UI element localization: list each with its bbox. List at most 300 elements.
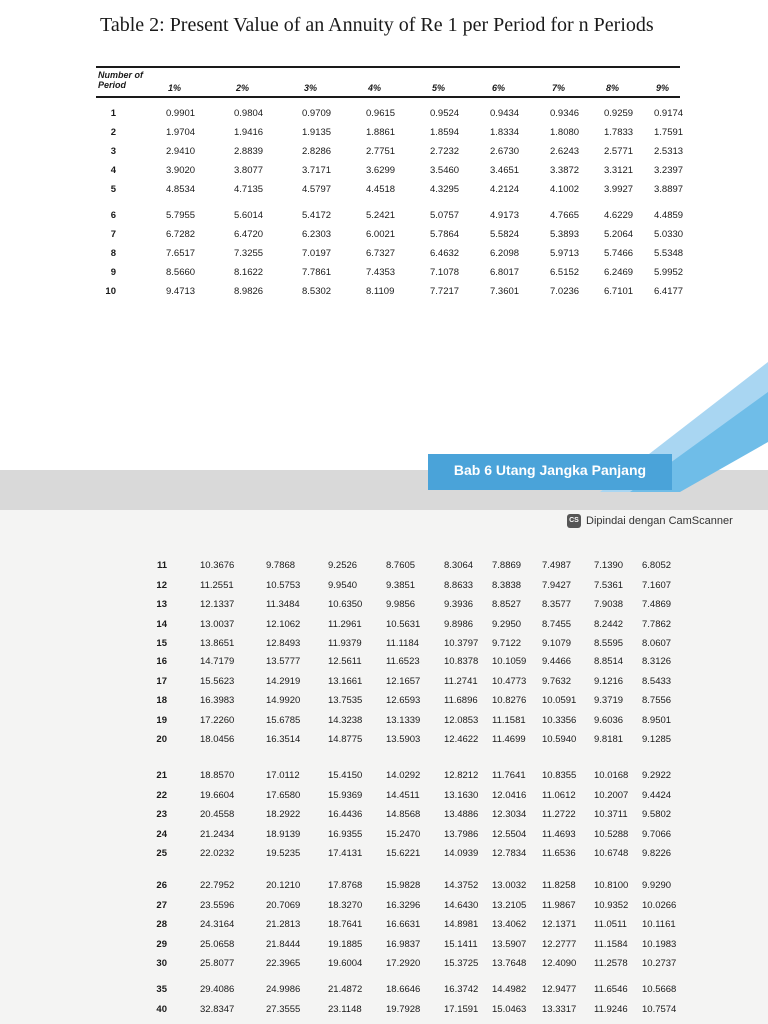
table-cell: 12.4622 bbox=[444, 734, 479, 745]
table-cell: 10.9352 bbox=[594, 899, 629, 911]
table-cell: 6.2303 bbox=[302, 229, 332, 240]
table-cell: 12.5504 bbox=[492, 828, 527, 840]
table-cell: 11.2722 bbox=[542, 809, 576, 820]
table-cell: 8.5433 bbox=[642, 675, 672, 687]
table-cell: 13.7535 bbox=[328, 695, 363, 706]
table-cell: 3.5460 bbox=[430, 165, 460, 176]
table-cell: 1.9416 bbox=[234, 127, 264, 138]
table-cell: 7.3601 bbox=[490, 286, 520, 297]
table-cell: 14.6430 bbox=[444, 899, 479, 911]
table-cell: 7.1607 bbox=[642, 579, 672, 591]
table-cell: 12.1371 bbox=[542, 919, 577, 930]
table-cell: 5.5348 bbox=[654, 248, 684, 259]
table-cell: 15.0463 bbox=[492, 1003, 527, 1015]
table-cell: 12.4090 bbox=[542, 958, 577, 969]
table-cell: 12.0853 bbox=[444, 714, 479, 726]
table-cell: 19.5235 bbox=[266, 848, 301, 859]
table-cell: 12.2777 bbox=[542, 938, 577, 950]
row-label: 25 bbox=[156, 848, 167, 859]
table-cell: 27.3555 bbox=[266, 1003, 301, 1015]
table-cell: 4.2124 bbox=[490, 184, 520, 195]
table-cell: 9.3719 bbox=[594, 695, 624, 706]
table-cell: 14.3238 bbox=[328, 714, 363, 726]
table-cell: 12.8212 bbox=[444, 770, 479, 781]
table-cell: 18.6646 bbox=[386, 984, 421, 995]
table-cell: 11.1581 bbox=[492, 714, 526, 726]
table-cell: 17.2920 bbox=[386, 958, 421, 969]
table-cell: 14.3752 bbox=[444, 880, 479, 891]
table-cell: 10.2737 bbox=[642, 958, 677, 969]
table-cell: 21.2434 bbox=[200, 828, 235, 840]
table-cell: 12.1657 bbox=[386, 675, 421, 687]
table-cell: 13.7648 bbox=[492, 958, 527, 969]
table-cell: 4.8534 bbox=[166, 184, 196, 195]
row-label: 26 bbox=[156, 880, 167, 891]
table-cell: 17.2260 bbox=[200, 714, 235, 726]
table-cell: 0.9804 bbox=[234, 108, 264, 119]
table-cell: 16.3983 bbox=[200, 695, 235, 706]
table-cell: 2.7232 bbox=[430, 146, 460, 157]
table-cell: 12.5611 bbox=[328, 656, 362, 667]
column-header: 9% bbox=[656, 83, 670, 93]
column-header: 6% bbox=[492, 83, 506, 93]
camscanner-icon: CS bbox=[567, 514, 581, 528]
table-cell: 2.5313 bbox=[654, 146, 684, 157]
table-cell: 1.8080 bbox=[550, 127, 580, 138]
table-cell: 5.5824 bbox=[490, 229, 520, 240]
table-cell: 11.6536 bbox=[542, 848, 576, 859]
table-cell: 15.9369 bbox=[328, 789, 363, 801]
table-cell: 6.2469 bbox=[604, 267, 634, 278]
table-cell: 3.3872 bbox=[550, 165, 580, 176]
table-cell: 11.6546 bbox=[594, 984, 628, 995]
row-label: 21 bbox=[156, 770, 167, 781]
row-label: 12 bbox=[156, 579, 167, 591]
column-header: 8% bbox=[606, 83, 620, 93]
table-cell: 22.3965 bbox=[266, 958, 301, 969]
table-cell: 4.1002 bbox=[550, 184, 580, 195]
page-title: Table 2: Present Value of an Annuity of Re 1 per Period for n Periods bbox=[100, 14, 654, 36]
scanner-badge bbox=[567, 514, 733, 528]
table-cell: 4.7665 bbox=[550, 210, 580, 221]
table-cell: 2.8286 bbox=[302, 146, 332, 157]
table-cell: 6.5152 bbox=[550, 267, 580, 278]
table-cell: 10.0168 bbox=[594, 770, 629, 781]
row-label: 3 bbox=[110, 146, 116, 157]
table-cell: 11.9379 bbox=[328, 638, 362, 649]
table-cell: 7.5361 bbox=[594, 579, 624, 591]
table-cell: 16.9837 bbox=[386, 938, 421, 950]
scanner-text: Dipindai dengan CamScanner bbox=[586, 515, 733, 527]
table-cell: 7.4987 bbox=[542, 560, 572, 571]
table-cell: 11.4699 bbox=[492, 734, 526, 745]
table-cell: 7.7862 bbox=[642, 618, 672, 630]
table-cell: 17.1591 bbox=[444, 1003, 479, 1015]
row-label: 17 bbox=[156, 675, 167, 687]
table-cell: 8.3064 bbox=[444, 560, 474, 571]
table-cell: 1.8594 bbox=[430, 127, 460, 138]
row-label: 29 bbox=[156, 938, 167, 950]
table-cell: 8.0607 bbox=[642, 638, 672, 649]
table-cell: 10.1161 bbox=[642, 919, 676, 930]
table-cell: 16.9355 bbox=[328, 828, 363, 840]
table-cell: 8.1622 bbox=[234, 267, 264, 278]
table-cell: 22.7952 bbox=[200, 880, 235, 891]
table-cell: 18.0456 bbox=[200, 734, 235, 745]
table-cell: 11.7641 bbox=[492, 770, 526, 781]
table-cell: 21.2813 bbox=[266, 919, 301, 930]
row-label: 22 bbox=[156, 789, 167, 801]
table-cell: 15.9828 bbox=[386, 880, 421, 891]
table-cell: 9.4424 bbox=[642, 789, 672, 801]
table-cell: 4.6229 bbox=[604, 210, 634, 221]
table-cell: 11.3484 bbox=[266, 599, 300, 610]
table-cell: 14.8775 bbox=[328, 734, 363, 745]
table-cell: 15.1411 bbox=[444, 938, 478, 950]
table-cell: 13.7986 bbox=[444, 828, 479, 840]
table-cell: 21.4872 bbox=[328, 984, 363, 995]
table-cell: 10.8355 bbox=[542, 770, 577, 781]
table-cell: 3.9927 bbox=[604, 184, 634, 195]
table-cell: 6.0021 bbox=[366, 229, 396, 240]
table-cell: 12.1337 bbox=[200, 599, 235, 610]
column-header: 7% bbox=[552, 83, 566, 93]
table-cell: 10.0266 bbox=[642, 899, 677, 911]
table-cell: 16.3514 bbox=[266, 734, 301, 745]
table-cell: 20.7069 bbox=[266, 899, 301, 911]
table-cell: 12.9477 bbox=[542, 984, 577, 995]
table-cell: 8.3838 bbox=[492, 579, 522, 591]
table-cell: 1.9135 bbox=[302, 127, 332, 138]
table-cell: 6.7327 bbox=[366, 248, 396, 259]
table-cell: 5.7466 bbox=[604, 248, 634, 259]
table-cell: 23.1148 bbox=[328, 1003, 362, 1015]
table-cell: 9.9856 bbox=[386, 599, 416, 610]
table-cell: 32.8347 bbox=[200, 1003, 235, 1015]
table-cell: 0.9524 bbox=[430, 108, 460, 119]
row-label: 5 bbox=[110, 184, 116, 195]
table-cell: 18.8570 bbox=[200, 770, 235, 781]
table-cell: 18.9139 bbox=[266, 828, 301, 840]
table-cell: 17.6580 bbox=[266, 789, 301, 801]
table-cell: 19.1885 bbox=[328, 938, 363, 950]
table-cell: 6.7282 bbox=[166, 229, 196, 240]
table-cell: 11.0511 bbox=[594, 919, 627, 930]
table-cell: 4.9173 bbox=[490, 210, 520, 221]
table-cell: 25.8077 bbox=[200, 958, 235, 969]
table-cell: 8.9826 bbox=[234, 286, 264, 297]
row-label: 6 bbox=[110, 210, 116, 221]
table-cell: 9.3851 bbox=[386, 579, 416, 591]
table-cell: 6.7101 bbox=[604, 286, 634, 297]
table-cell: 11.4693 bbox=[542, 828, 576, 840]
table-cell: 20.4558 bbox=[200, 809, 235, 820]
table-cell: 11.2741 bbox=[444, 675, 478, 687]
table-cell: 13.4886 bbox=[444, 809, 479, 820]
table-cell: 6.4177 bbox=[654, 286, 684, 297]
row-label: 7 bbox=[110, 229, 116, 240]
table-cell: 2.6730 bbox=[490, 146, 520, 157]
table-cell: 14.8981 bbox=[444, 919, 479, 930]
table-cell: 16.3296 bbox=[386, 899, 421, 911]
table-cell: 9.7632 bbox=[542, 675, 572, 687]
table-cell: 8.7455 bbox=[542, 618, 572, 630]
table-cell: 14.4982 bbox=[492, 984, 527, 995]
table-cell: 11.9867 bbox=[542, 899, 576, 911]
table-cell: 11.2578 bbox=[594, 958, 628, 969]
table-cell: 10.6748 bbox=[594, 848, 629, 859]
table-cell: 10.0591 bbox=[542, 695, 577, 706]
table-cell: 2.5771 bbox=[604, 146, 634, 157]
column-header: 4% bbox=[368, 83, 382, 93]
table-cell: 2.9410 bbox=[166, 146, 196, 157]
table-cell: 6.2098 bbox=[490, 248, 520, 259]
table-cell: 12.8493 bbox=[266, 638, 301, 649]
table-cell: 22.0232 bbox=[200, 848, 235, 859]
table-cell: 8.9501 bbox=[642, 714, 672, 726]
table-cell: 14.4511 bbox=[386, 789, 420, 801]
table-cell: 29.4086 bbox=[200, 984, 235, 995]
table-cell: 5.2064 bbox=[604, 229, 634, 240]
table-cell: 8.5660 bbox=[166, 267, 196, 278]
table-cell: 9.2950 bbox=[492, 618, 522, 630]
table-cell: 14.8568 bbox=[386, 809, 421, 820]
table-cell: 10.1983 bbox=[642, 938, 677, 950]
table-cell: 5.2421 bbox=[366, 210, 396, 221]
table-cell: 6.4720 bbox=[234, 229, 264, 240]
table-cell: 8.5302 bbox=[302, 286, 332, 297]
table-cell: 13.8651 bbox=[200, 638, 235, 649]
table-cell: 11.6896 bbox=[444, 695, 478, 706]
row-label: 27 bbox=[156, 899, 167, 911]
row-label: 24 bbox=[156, 828, 167, 840]
table-cell: 16.3742 bbox=[444, 984, 479, 995]
table-cell: 10.1059 bbox=[492, 656, 527, 667]
table-cell: 21.8444 bbox=[266, 938, 301, 950]
table-cell: 15.6221 bbox=[386, 848, 421, 859]
table-cell: 9.2526 bbox=[328, 560, 358, 571]
table-cell: 3.9020 bbox=[166, 165, 196, 176]
table-cell: 9.7868 bbox=[266, 560, 296, 571]
table-cell: 7.3255 bbox=[234, 248, 264, 259]
table-cell: 11.8258 bbox=[542, 880, 576, 891]
column-header: 3% bbox=[304, 83, 318, 93]
table-cell: 9.4466 bbox=[542, 656, 572, 667]
table-cell: 3.4651 bbox=[490, 165, 520, 176]
table-cell: 1.9704 bbox=[166, 127, 196, 138]
row-label: 18 bbox=[156, 695, 167, 706]
table-cell: 10.5940 bbox=[542, 734, 577, 745]
table-cell: 5.9713 bbox=[550, 248, 580, 259]
table-cell: 8.8527 bbox=[492, 599, 522, 610]
table-cell: 7.1390 bbox=[594, 560, 624, 571]
table-cell: 5.3893 bbox=[550, 229, 580, 240]
table-cell: 1.7591 bbox=[654, 127, 684, 138]
table-cell: 0.9174 bbox=[654, 108, 684, 119]
column-header: 5% bbox=[432, 83, 446, 93]
table-cell: 16.6631 bbox=[386, 919, 421, 930]
table-cell: 16.4436 bbox=[328, 809, 363, 820]
table-cell: 10.5288 bbox=[594, 828, 629, 840]
row-label: 10 bbox=[105, 286, 116, 297]
table-cell: 9.1079 bbox=[542, 638, 572, 649]
table-cell: 5.0757 bbox=[430, 210, 460, 221]
table-cell: 10.8276 bbox=[492, 695, 527, 706]
table-cell: 2.8839 bbox=[234, 146, 264, 157]
column-header: 2% bbox=[236, 83, 250, 93]
table-cell: 11.2961 bbox=[328, 618, 362, 630]
row-label: 8 bbox=[110, 248, 116, 259]
table-cell: 7.6517 bbox=[166, 248, 196, 259]
table-cell: 8.2442 bbox=[594, 618, 624, 630]
table-cell: 8.3577 bbox=[542, 599, 572, 610]
table-cell: 17.8768 bbox=[328, 880, 363, 891]
table-cell: 7.7861 bbox=[302, 267, 332, 278]
table-cell: 9.6036 bbox=[594, 714, 624, 726]
table-cell: 12.0416 bbox=[492, 789, 527, 801]
table-cell: 13.5903 bbox=[386, 734, 421, 745]
row-label: 9 bbox=[110, 267, 116, 278]
table-cell: 9.9290 bbox=[642, 880, 672, 891]
table-cell: 5.6014 bbox=[234, 210, 264, 221]
table-cell: 10.4773 bbox=[492, 675, 527, 687]
table-cell: 4.7135 bbox=[234, 184, 264, 195]
header-period: Number of Period bbox=[98, 70, 143, 90]
table-cell: 10.3711 bbox=[594, 809, 628, 820]
table-cell: 0.9259 bbox=[604, 108, 634, 119]
table-cell: 9.1285 bbox=[642, 734, 672, 745]
page-bottom bbox=[0, 510, 768, 1024]
table-cell: 7.9427 bbox=[542, 579, 572, 591]
row-label: 11 bbox=[156, 560, 167, 571]
table-cell: 0.9346 bbox=[550, 108, 580, 119]
table-cell: 15.5623 bbox=[200, 675, 235, 687]
header-top-rule bbox=[96, 66, 680, 68]
table-cell: 11.1184 bbox=[386, 638, 419, 649]
table-cell: 9.4713 bbox=[166, 286, 196, 297]
row-label: 30 bbox=[156, 958, 167, 969]
table-cell: 14.9920 bbox=[266, 695, 301, 706]
table-cell: 2.6243 bbox=[550, 146, 580, 157]
table-cell: 9.7066 bbox=[642, 828, 672, 840]
table-cell: 14.7179 bbox=[200, 656, 235, 667]
table-cell: 8.7605 bbox=[386, 560, 416, 571]
table-cell: 8.7556 bbox=[642, 695, 672, 706]
table-cell: 13.5907 bbox=[492, 938, 527, 950]
row-label: 14 bbox=[156, 618, 167, 630]
table-cell: 4.4859 bbox=[654, 210, 684, 221]
table-cell: 4.3295 bbox=[430, 184, 460, 195]
table-cell: 10.5631 bbox=[386, 618, 421, 630]
table-cell: 3.3121 bbox=[604, 165, 634, 176]
table-cell: 4.4518 bbox=[366, 184, 396, 195]
table-cell: 11.0612 bbox=[542, 789, 576, 801]
table-cell: 13.3317 bbox=[542, 1003, 577, 1015]
table-cell: 14.2919 bbox=[266, 675, 301, 687]
table-cell: 9.5802 bbox=[642, 809, 672, 820]
table-cell: 9.2922 bbox=[642, 770, 672, 781]
table-cell: 15.2470 bbox=[386, 828, 421, 840]
table-cell: 6.4632 bbox=[430, 248, 460, 259]
row-label: 20 bbox=[156, 734, 167, 745]
table-cell: 7.0236 bbox=[550, 286, 580, 297]
table-cell: 18.3270 bbox=[328, 899, 363, 911]
table-cell: 25.0658 bbox=[200, 938, 235, 950]
row-label: 35 bbox=[156, 984, 167, 995]
row-label: 4 bbox=[110, 165, 116, 176]
table-cell: 8.3126 bbox=[642, 656, 672, 667]
table-cell: 17.0112 bbox=[266, 770, 300, 781]
table-cell: 7.7217 bbox=[430, 286, 460, 297]
table-cell: 10.3356 bbox=[542, 714, 577, 726]
table-cell: 0.9709 bbox=[302, 108, 332, 119]
table-cell: 11.6523 bbox=[386, 656, 420, 667]
table-cell: 9.9540 bbox=[328, 579, 358, 591]
table-cell: 6.8017 bbox=[490, 267, 520, 278]
table-cell: 3.6299 bbox=[366, 165, 396, 176]
table-cell: 10.3676 bbox=[200, 560, 235, 571]
header-bottom-rule bbox=[96, 96, 680, 98]
table-cell: 13.2105 bbox=[492, 899, 527, 911]
column-header: 1% bbox=[168, 83, 182, 93]
table-cell: 10.2007 bbox=[594, 789, 629, 801]
table-cell: 13.0032 bbox=[492, 880, 527, 891]
table-cell: 7.1078 bbox=[430, 267, 460, 278]
chapter-label: Bab 6 Utang Jangka Panjang bbox=[453, 462, 647, 478]
page-top bbox=[0, 0, 768, 510]
table-cell: 15.6785 bbox=[266, 714, 301, 726]
table-cell: 1.7833 bbox=[604, 127, 634, 138]
table-cell: 17.4131 bbox=[328, 848, 363, 859]
table-cell: 10.7574 bbox=[642, 1003, 677, 1015]
table-cell: 13.1661 bbox=[328, 675, 363, 687]
table-cell: 9.8986 bbox=[444, 618, 474, 630]
table-cell: 24.9986 bbox=[266, 984, 301, 995]
table-cell: 14.0292 bbox=[386, 770, 421, 781]
table-cell: 5.9952 bbox=[654, 267, 684, 278]
table-cell: 5.7864 bbox=[430, 229, 460, 240]
table-cell: 10.6350 bbox=[328, 599, 363, 610]
table-cell: 13.4062 bbox=[492, 919, 527, 930]
table-cell: 3.8077 bbox=[234, 165, 264, 176]
table-cell: 3.7171 bbox=[302, 165, 332, 176]
table-cell: 10.8100 bbox=[594, 880, 629, 891]
table-cell: 8.8633 bbox=[444, 579, 474, 591]
table-cell: 24.3164 bbox=[200, 919, 235, 930]
row-label: 2 bbox=[110, 127, 116, 138]
table-cell: 0.9434 bbox=[490, 108, 520, 119]
table-cell: 14.0939 bbox=[444, 848, 479, 859]
table-cell: 0.9615 bbox=[366, 108, 396, 119]
table-cell: 12.1062 bbox=[266, 618, 301, 630]
table-cell: 11.1584 bbox=[594, 938, 628, 950]
table-cell: 7.4353 bbox=[366, 267, 396, 278]
table-cell: 12.3034 bbox=[492, 809, 527, 820]
table-cell: 7.0197 bbox=[302, 248, 332, 259]
table-cell: 19.7928 bbox=[386, 1003, 421, 1015]
table-cell: 10.5668 bbox=[642, 984, 677, 995]
table-cell: 3.8897 bbox=[654, 184, 684, 195]
table-cell: 8.5595 bbox=[594, 638, 624, 649]
table-cell: 19.6604 bbox=[200, 789, 235, 801]
row-label: 1 bbox=[110, 108, 116, 119]
table-cell: 23.5596 bbox=[200, 899, 235, 911]
table-cell: 13.1630 bbox=[444, 789, 479, 801]
table-cell: 7.4869 bbox=[642, 599, 672, 610]
table-cell: 8.8514 bbox=[594, 656, 624, 667]
table-cell: 15.3725 bbox=[444, 958, 479, 969]
table-cell: 19.6004 bbox=[328, 958, 363, 969]
